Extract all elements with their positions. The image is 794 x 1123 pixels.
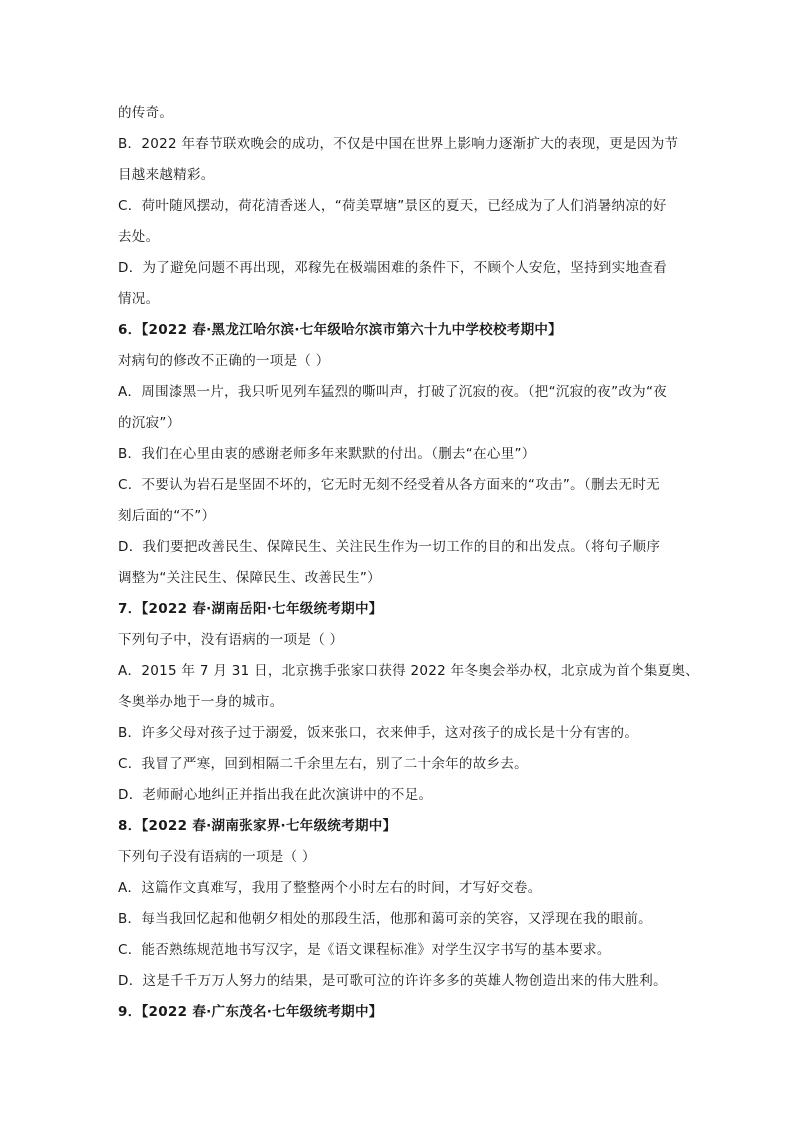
text-line: 调整为“关注民生、保障民生、改善民生”） bbox=[118, 570, 381, 586]
text-line: 冬奥举办地于一身的城市。 bbox=[118, 694, 284, 710]
text-line: D．这是千千万万人努力的结果，是可歌可泣的许许多多的英雄人物创造出来的伟大胜利。 bbox=[118, 973, 667, 989]
question-heading: 7．【2022 春·湖南岳阳·七年级统考期中】 bbox=[118, 601, 383, 617]
document-body bbox=[118, 98, 700, 1028]
text-line: D．老师耐心地纠正并指出我在此次演讲中的不足。 bbox=[118, 787, 433, 803]
text-line: A．这篇作文真难写，我用了整整两个小时左右的时间，才写好交卷。 bbox=[118, 880, 542, 896]
text-line: C．我冒了严寒，回到相隔二千余里左右，别了二十余年的故乡去。 bbox=[118, 756, 528, 772]
text-line: 刻后面的“不”） bbox=[118, 508, 216, 524]
text-line: C．荷叶随风摆动，荷花清香迷人，“荷美覃塘”景区的夏天，已经成为了人们消暑纳凉的好 bbox=[118, 198, 667, 214]
text-line: 对病句的修改不正确的一项是（ ） bbox=[118, 353, 330, 369]
text-line: B．每当我回忆起和他朝夕相处的那段生活，他那和蔼可亲的笑容，又浮现在我的眼前。 bbox=[118, 911, 652, 927]
document-page bbox=[118, 98, 700, 1028]
text-line: 下列句子没有语病的一项是（ ） bbox=[118, 849, 316, 865]
text-line: B．许多父母对孩子过于溺爱，饭来张口，衣来伸手，这对孩子的成长是十分有害的。 bbox=[118, 725, 639, 741]
text-line: D．我们要把改善民生、保障民生、关注民生作为一切工作的目的和出发点。（将句子顺序 bbox=[118, 539, 661, 555]
text-line: A．周围漆黑一片，我只听见列车猛烈的嘶叫声，打破了沉寂的夜。（把“沉寂的夜”改为“夜 bbox=[118, 384, 668, 400]
text-line: 目越来越精彩。 bbox=[118, 167, 215, 183]
text-line: D．为了避免问题不再出现，邓稼先在极端困难的条件下，不顾个人安危，坚持到实地查看 bbox=[118, 260, 667, 276]
text-line: C．能否熟练规范地书写汉字，是《语文课程标准》对学生汉字书写的基本要求。 bbox=[118, 942, 611, 958]
text-line: 情况。 bbox=[118, 291, 160, 307]
text-line: B．2022 年春节联欢晚会的成功，不仅是中国在世界上影响力逐渐扩大的表现，更是因为节 bbox=[118, 136, 679, 152]
text-line: B．我们在心里由衷的感谢老师多年来默默的付出。（删去“在心里”） bbox=[118, 446, 536, 462]
question-heading: 6．【2022 春·黑龙江哈尔滨·七年级哈尔滨市第六十九中学校校考期中】 bbox=[118, 322, 562, 338]
text-line: 的沉寂”） bbox=[118, 415, 181, 431]
question-heading: 8．【2022 春·湖南张家界·七年级统考期中】 bbox=[118, 818, 397, 834]
text-line: C．不要认为岩石是坚固不坏的，它无时无刻不经受着从各方面来的“攻击”。（删去无时无 bbox=[118, 477, 660, 493]
text-line: A．2015 年 7 月 31 日，北京携手张家口获得 2022 年冬奥会举办权，北京成为首个集夏奥、 bbox=[118, 663, 700, 679]
question-heading: 9．【2022 春·广东茂名·七年级统考期中】 bbox=[118, 1004, 383, 1020]
text-line: 去处。 bbox=[118, 229, 160, 245]
text-line: 的传奇。 bbox=[118, 105, 174, 121]
text-line: 下列句子中，没有语病的一项是（ ） bbox=[118, 632, 344, 648]
